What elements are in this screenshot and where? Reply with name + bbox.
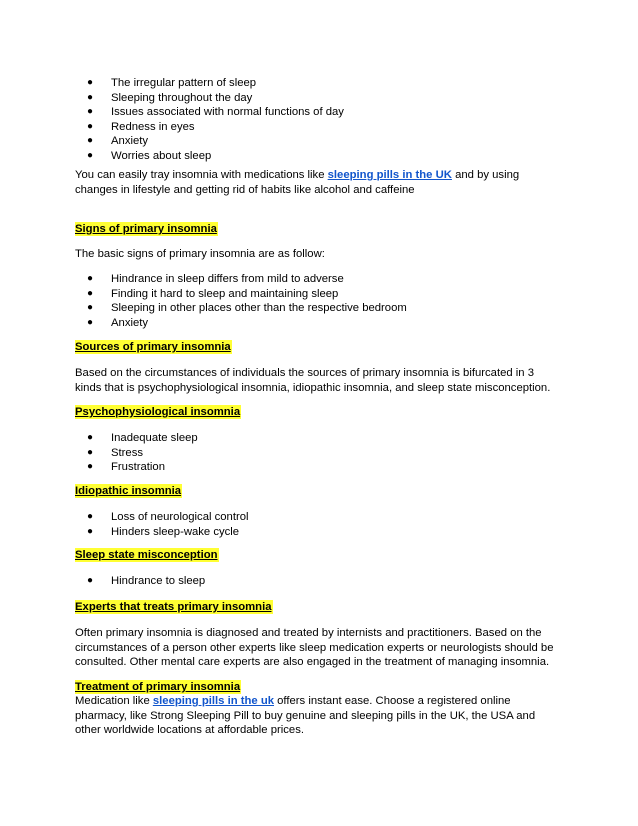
list-item: ● Worries about sleep	[87, 149, 212, 162]
section-heading: Sources of primary insomnia	[75, 341, 231, 353]
list-item: ● The irregular pattern of sleep	[87, 77, 257, 89]
experts-paragraph: Often primary insomnia is diagnosed and treated by internists and practitioners. Based on the circumstances of a person other experts like sleep medication experts or neurologists should be consulted. Other mental care experts are also engaged in the treatment of managing insomnia.	[75, 627, 554, 669]
list-item: ● Hindrance in sleep differs from mild to adverse	[87, 273, 344, 285]
section-heading: Psychophysiological insomnia	[75, 406, 241, 418]
list-item: ● Frustration	[87, 461, 165, 474]
list-item: ● Sleeping throughout the day	[87, 91, 253, 104]
list-item: ● Sleeping in other places other than the respective bedroom	[87, 302, 407, 315]
treatment-section	[75, 680, 595, 694]
list-item: ● Inadequate sleep	[87, 432, 198, 444]
list-item: ● Anxiety	[87, 135, 149, 148]
treatment-paragraph: Medication like sleeping pills in the uk offers instant ease. Choose a registered online pharmacy, like Strong Sleeping Pill to buy genuine and sleeping pills in the UK, the USA and other worldwide locations at affordable prices.	[75, 695, 536, 737]
list-item: ● Issues associated with normal functions of day	[87, 106, 344, 119]
sources-section	[75, 340, 595, 354]
section-heading: Idiopathic insomnia	[75, 485, 182, 497]
signs-bullet-list	[75, 272, 595, 330]
signs-section	[75, 222, 595, 236]
section-heading: Signs of primary insomnia	[75, 223, 217, 235]
section-heading: Experts that treats primary insomnia	[75, 601, 272, 613]
misconception-section	[75, 548, 595, 562]
idiopathic-section	[75, 484, 595, 498]
list-item: ● Redness in eyes	[87, 120, 195, 133]
section-heading: Sleep state misconception	[75, 549, 218, 561]
misconception-bullet-list	[75, 574, 595, 589]
psycho-section	[75, 405, 595, 419]
list-item: ● Finding it hard to sleep and maintaining sleep	[87, 287, 339, 300]
intro-paragraph: You can easily tray insomnia with medications like sleeping pills in the UK and by using changes in lifestyle and getting rid of habits like alcohol and caffeine	[75, 169, 520, 196]
sources-paragraph: Based on the circumstances of individuals the sources of primary insomnia is bifurcated in 3 kinds that is psychophysiological insomnia, idiopathic insomnia, and sleep state misconception.	[75, 367, 551, 394]
intro-bullet-list	[75, 76, 595, 164]
idiopathic-bullet-list	[75, 510, 595, 539]
experts-section	[75, 600, 595, 614]
section-heading: Treatment of primary insomnia	[75, 681, 241, 693]
list-item: ● Stress	[87, 446, 144, 459]
list-item: ● Anxiety	[87, 316, 149, 329]
list-item: ● Hindrance to sleep	[87, 575, 206, 587]
list-item: ● Hinders sleep-wake cycle	[87, 525, 240, 538]
psycho-bullet-list	[75, 431, 595, 475]
sleeping-pills-uk-link-2[interactable]: sleeping pills in the uk	[152, 695, 275, 707]
list-item: ● Loss of neurological control	[87, 511, 249, 523]
sleeping-pills-uk-link[interactable]: sleeping pills in the UK	[327, 169, 452, 181]
signs-lead: The basic signs of primary insomnia are as follow:	[75, 248, 325, 260]
